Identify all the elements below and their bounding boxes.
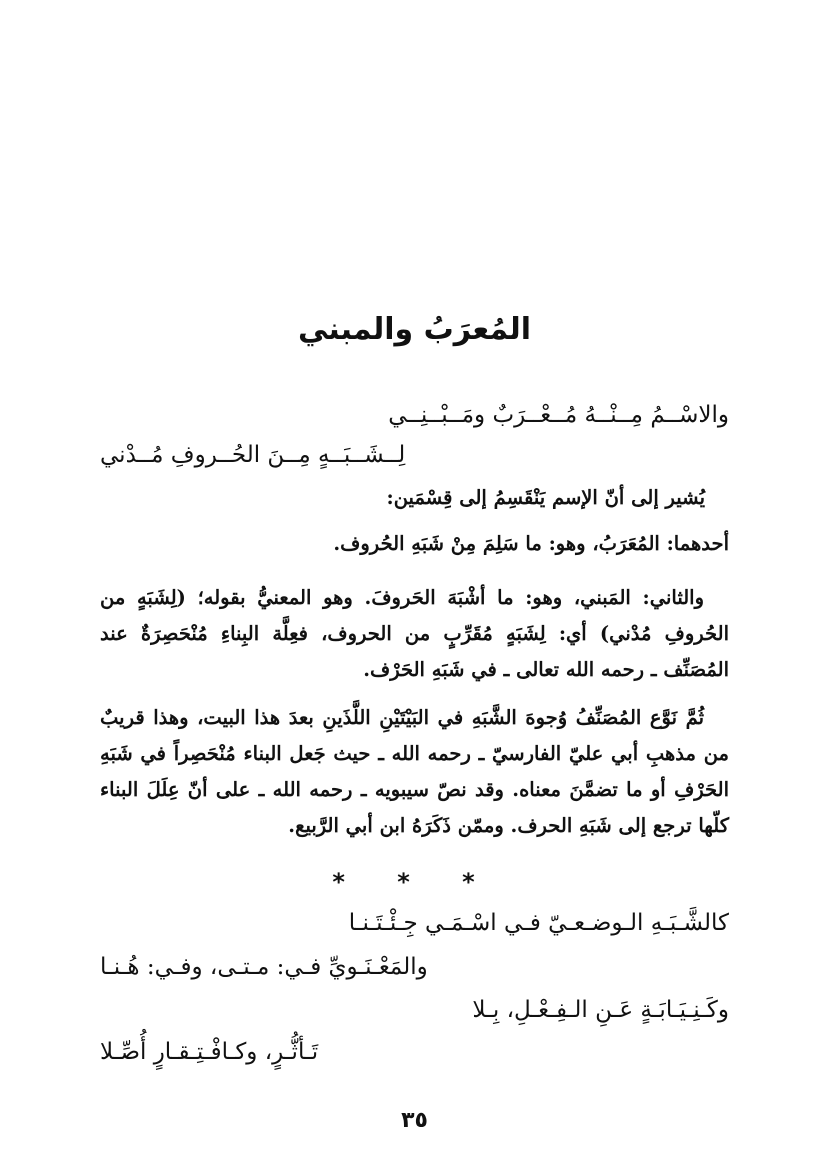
verse2-second-hemistich: والمَعْـنَـويِّ فـي: مـتـى، وفـي: هُـنـا <box>100 954 428 980</box>
first-division-text: المُعَرَبُ، وهو: ما سَلِمَ مِنْ شَبَهِ الحُروف. <box>333 532 660 555</box>
third-paragraph <box>100 700 729 844</box>
verse1-first-hemistich: والاسْــمُ مِــنْــهُ مُــعْــرَبٌ ومَــبْــنِــي <box>388 402 729 428</box>
first-division-paragraph <box>100 526 729 562</box>
verse3-second-hemistich: تَـأثُّـرٍ، وكـافْـتِـقـارٍ أُصِّـلا <box>100 1039 319 1065</box>
second-division-label: والثاني: <box>642 586 704 609</box>
first-division-label: أحدهما: <box>666 532 729 555</box>
intro-paragraph <box>100 480 729 516</box>
second-division-text: المَبني، وهو: ما أشْبَهَ الحَروفَ. وهو المعنيُّ بقوله؛ (لِشَبَهٍ من الحُروفِ مُدْني) أي: لِشَبَهٍ مُقَرِّبٍ من الحروف، فعِلَّة البِناءِ مُنْحَصِرَةٌ عند المُصَنِّف ـ رحمه الله تعالى ـ في شَبَهِ الحَرْف. <box>100 586 729 681</box>
verse2-first-hemistich: كالشَّـبَـهِ الـوضـعـيّ فـي اسْـمَـي جِـئْـتَـنـا <box>348 910 729 936</box>
verse3-first-hemistich: وكَـنِـيَـابَـةٍ عَـنِ الـفِـعْـلِ، بِـلا <box>472 997 729 1023</box>
intro-text: يُشير إلى أنّ الإسم يَنْقَسِمُ إلى قِسْمَين: <box>386 486 705 509</box>
third-paragraph-text: ثُمَّ نَوَّع المُصَنِّفُ وُجوهَ الشَّبَهِ في البَيْتَيْنِ اللَّذَينِ بعدَ هذا البيت، وهذا قريبٌ من مذهبِ أبي عليّ الفارسيّ ـ رحمه الله ـ حيث جَعل البناء مُنْحَصِراً في شَبَهِ الحَرْفِ أو ما تضمَّنَ معناه. وقد نصّ سيبويه ـ رحمه الله ـ على أنّ عِلَلَ البناء كلّها ترجع إلى شَبَهِ الحرف. وممّن ذَكَرَهُ ابن أبي الرَّبيع. <box>100 706 729 837</box>
section-separator: * * * <box>332 868 497 896</box>
verse1-second-hemistich: لِــشَــبَــهٍ مِــنَ الحُــروفِ مُــدْني <box>100 442 406 468</box>
second-division-paragraph <box>100 580 729 688</box>
chapter-title: المُعرَبُ والمبني <box>298 312 531 347</box>
page-number: ٣٥ <box>401 1108 428 1133</box>
